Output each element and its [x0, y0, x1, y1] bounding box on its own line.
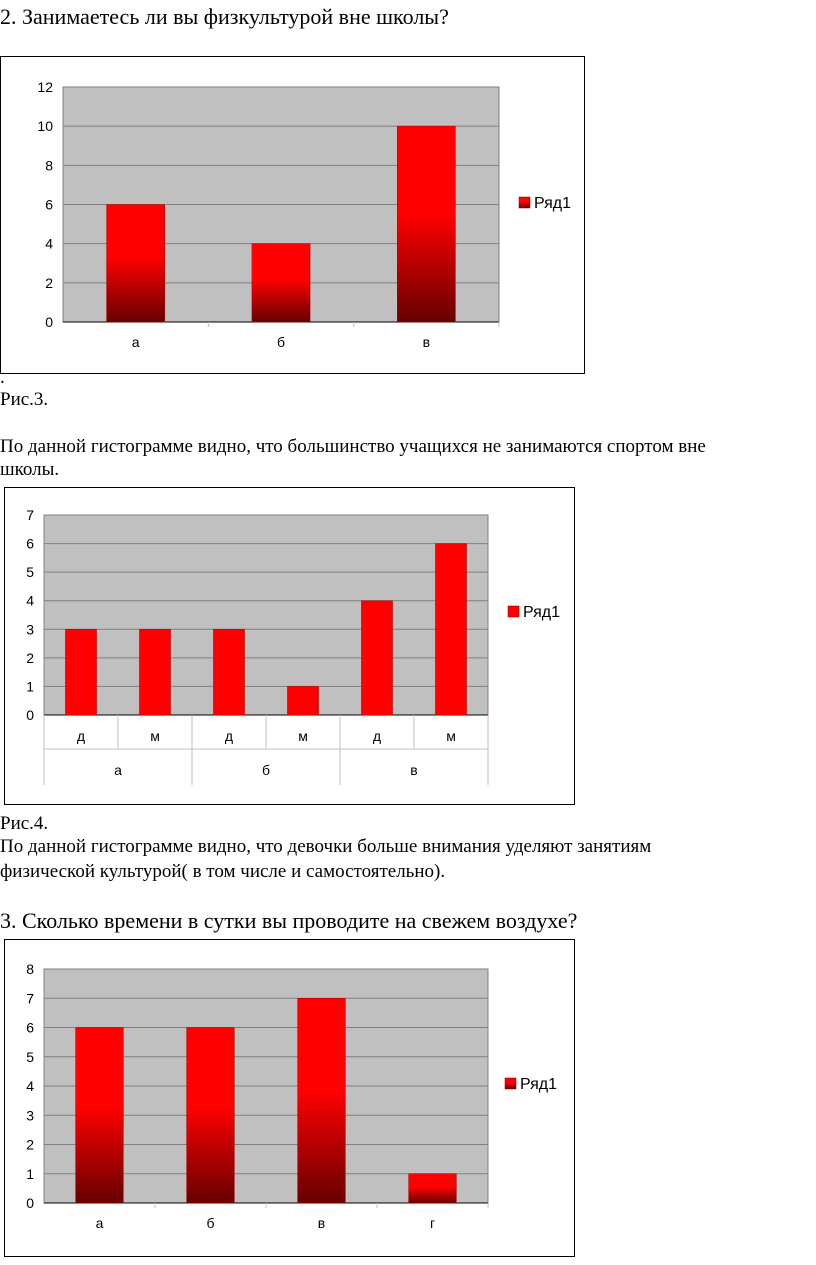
- y-tick-label: 10: [37, 118, 53, 135]
- figure-3-description-line-2: школы.: [0, 459, 60, 480]
- figure-3-description-line-1: По данной гистограмме видно, что большинство учащихся не занимаются спортом вне: [0, 436, 706, 457]
- x-tick-label: м: [150, 728, 160, 744]
- legend-label: Ряд1: [520, 1076, 558, 1093]
- x-tick-label: м: [446, 728, 456, 744]
- y-tick-label: 7: [26, 507, 34, 523]
- y-tick-label: 2: [26, 1136, 34, 1153]
- bar: [65, 629, 96, 715]
- y-tick-label: 7: [26, 990, 34, 1007]
- y-tick-label: 12: [37, 79, 53, 95]
- x-tick-label: а: [131, 334, 140, 350]
- bar: [252, 244, 310, 322]
- figure-3-caption: Рис.3.: [0, 389, 49, 410]
- x-tick-label: д: [76, 728, 86, 744]
- bar: [187, 1028, 235, 1204]
- chart-2-frame: [4, 487, 575, 805]
- y-tick-label: 4: [26, 1078, 34, 1094]
- chart-1-frame: [0, 56, 585, 374]
- x-tick-label: м: [298, 728, 308, 744]
- question-3-heading: 3. Сколько времени в сутки вы проводите на свежем воздухе?: [0, 908, 578, 933]
- y-tick-label: 4: [26, 592, 34, 609]
- y-tick-label: 8: [45, 157, 53, 174]
- y-tick-label: 8: [26, 961, 34, 977]
- legend-swatch: [519, 197, 530, 208]
- chart-1: [1, 57, 583, 372]
- x-tick-label: г: [429, 1215, 436, 1231]
- x-tick-label: б: [206, 1215, 215, 1231]
- y-tick-label: 4: [45, 235, 53, 252]
- group-label: в: [410, 762, 418, 778]
- y-tick-label: 6: [26, 1019, 34, 1036]
- legend-swatch: [505, 1078, 516, 1089]
- bar: [298, 998, 346, 1203]
- chart-3: [5, 940, 573, 1255]
- x-tick-label: а: [95, 1215, 104, 1231]
- y-tick-label: 2: [45, 274, 53, 291]
- legend-label: Ряд1: [534, 195, 572, 212]
- bar: [435, 544, 466, 715]
- y-tick-label: 6: [45, 196, 53, 213]
- bar: [139, 629, 170, 715]
- bar: [213, 629, 244, 715]
- chart-2: [5, 488, 573, 803]
- bar: [76, 1028, 124, 1204]
- y-tick-label: 0: [45, 314, 53, 330]
- y-tick-label: 3: [26, 621, 34, 638]
- figure-4-caption: Рис.4.: [0, 813, 49, 834]
- x-tick-label: в: [317, 1215, 326, 1231]
- y-tick-label: 2: [26, 649, 34, 666]
- y-tick-label: 0: [26, 707, 34, 723]
- y-tick-label: 1: [26, 678, 34, 695]
- x-tick-label: д: [224, 728, 234, 744]
- y-tick-label: 5: [26, 564, 34, 581]
- y-tick-label: 5: [26, 1048, 34, 1065]
- bar: [361, 601, 392, 715]
- y-tick-label: 6: [26, 535, 34, 552]
- y-tick-label: 1: [26, 1165, 34, 1182]
- question-2-heading: 2. Занимаетесь ли вы физкультурой вне школы?: [0, 4, 449, 29]
- legend-swatch: [508, 606, 519, 617]
- bar: [409, 1174, 457, 1203]
- y-tick-label: 0: [26, 1195, 34, 1211]
- figure-4-description-line-1: По данной гистограмме видно, что девочки больше внимания уделяют занятиям: [0, 836, 652, 857]
- x-tick-label: б: [276, 334, 286, 350]
- bar: [287, 686, 318, 715]
- chart-3-frame: [4, 939, 575, 1257]
- bar: [397, 126, 455, 322]
- figure-4-description-line-2: физической культурой( в том числе и самостоятельно).: [0, 861, 446, 882]
- stray-dot: .: [0, 367, 5, 388]
- x-tick-label: д: [372, 728, 382, 744]
- legend-label: Ряд1: [523, 604, 561, 621]
- x-tick-label: в: [422, 334, 431, 350]
- bar: [107, 205, 165, 323]
- plot-area: [44, 515, 488, 715]
- y-tick-label: 3: [26, 1107, 34, 1124]
- group-label: а: [114, 762, 122, 778]
- group-label: б: [261, 762, 271, 778]
